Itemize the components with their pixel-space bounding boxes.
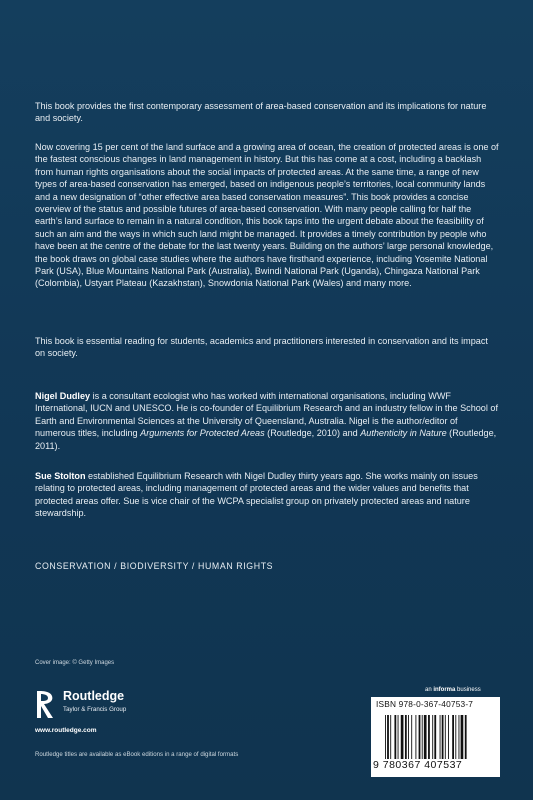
barcode-digits: 9 780367 407537: [373, 759, 463, 771]
publisher-url[interactable]: www.routledge.com: [35, 727, 97, 734]
subject-categories: CONSERVATION / BIODIVERSITY / HUMAN RIGHTS: [35, 561, 274, 571]
book-title: Authenticity in Nature: [360, 428, 447, 439]
isbn-barcode-box: [371, 697, 500, 777]
publisher-name: Routledge: [63, 689, 125, 703]
informa-business-tag: an informa business: [425, 687, 481, 693]
isbn-number: ISBN 978-0-367-40753-7: [376, 699, 474, 709]
routledge-logo-icon: [35, 689, 57, 721]
book-title: Arguments for Protected Areas: [140, 428, 265, 439]
ebook-note: Routledge titles are available as eBook editions in a range of digital formats: [35, 751, 239, 758]
description-paragraph: Now covering 15 per cent of the land surface and a growing area of ocean, the creation of protected areas is one of the fastest conscious changes in land management in history. But this has come at a cost, including a backlash from human rights organisations about the social impacts of protected areas. At the same time, a range of new types of area-based conservation has emerged, based on indigenous people’s territories, local community lands and a new designation of “other effective area based conservation measures”. This book provides a concise overview of the status and possible futures of area-based conservation. With many people calling for half the earth’s land surface to remain in a natural condition, this book taps into the urgent debate about the feasibility of such an aim and the ways in which such land might be managed. It provides a timely contribution by people who have been at the centre of the debate for the last twenty years. Building on the authors’ large personal knowledge, the book draws on global case studies where the authors have firsthand experience, including Yosemite National Park (USA), Blue Mountains National Park (Australia), Bwindi National Park (Uganda), Chingaza National Park (Colombia), Ustyart Plateau (Kazakhstan), Snowdonia National Park (Wales) and many more.: [35, 142, 499, 289]
author-name: Sue Stolton: [35, 471, 86, 481]
author-name: Nigel Dudley: [35, 391, 91, 401]
barcode-icon: [385, 715, 495, 759]
author-bio-nigel-dudley: Nigel Dudley is a consultant ecologist who has worked with international organisations, including WWF International, IUCN and UNESCO. He is co-founder of Equilibrium Research and an industry fellow in the School of Earth and Environmental Sciences at the University of Queensland, Australia. Nigel is the author/editor of numerous titles, including Arguments for Protected Areas (Routledge, 2010) and Authenticity in Nature (Routledge, 2011).: [35, 391, 498, 451]
intro-paragraph: This book provides the first contemporary assessment of area-based conservation and its implications for nature and society.: [35, 101, 487, 124]
publisher-logo: [35, 689, 175, 739]
closing-paragraph: This book is essential reading for students, academics and practitioners interested in conservation and its impact on society.: [35, 336, 488, 359]
cover-image-credit: Cover image: © Getty Images: [35, 660, 115, 666]
author-bio-sue-stolton: Sue Stolton established Equilibrium Research with Nigel Dudley thirty years ago. She works mainly on issues relating to protected areas, including management of protected areas and the wider values and benefits that protected areas offer. Sue is vice chair of the WCPA specialist group on privately protected areas and nature stewardship.: [35, 471, 478, 519]
publisher-group: Taylor & Francis Group: [63, 706, 127, 713]
